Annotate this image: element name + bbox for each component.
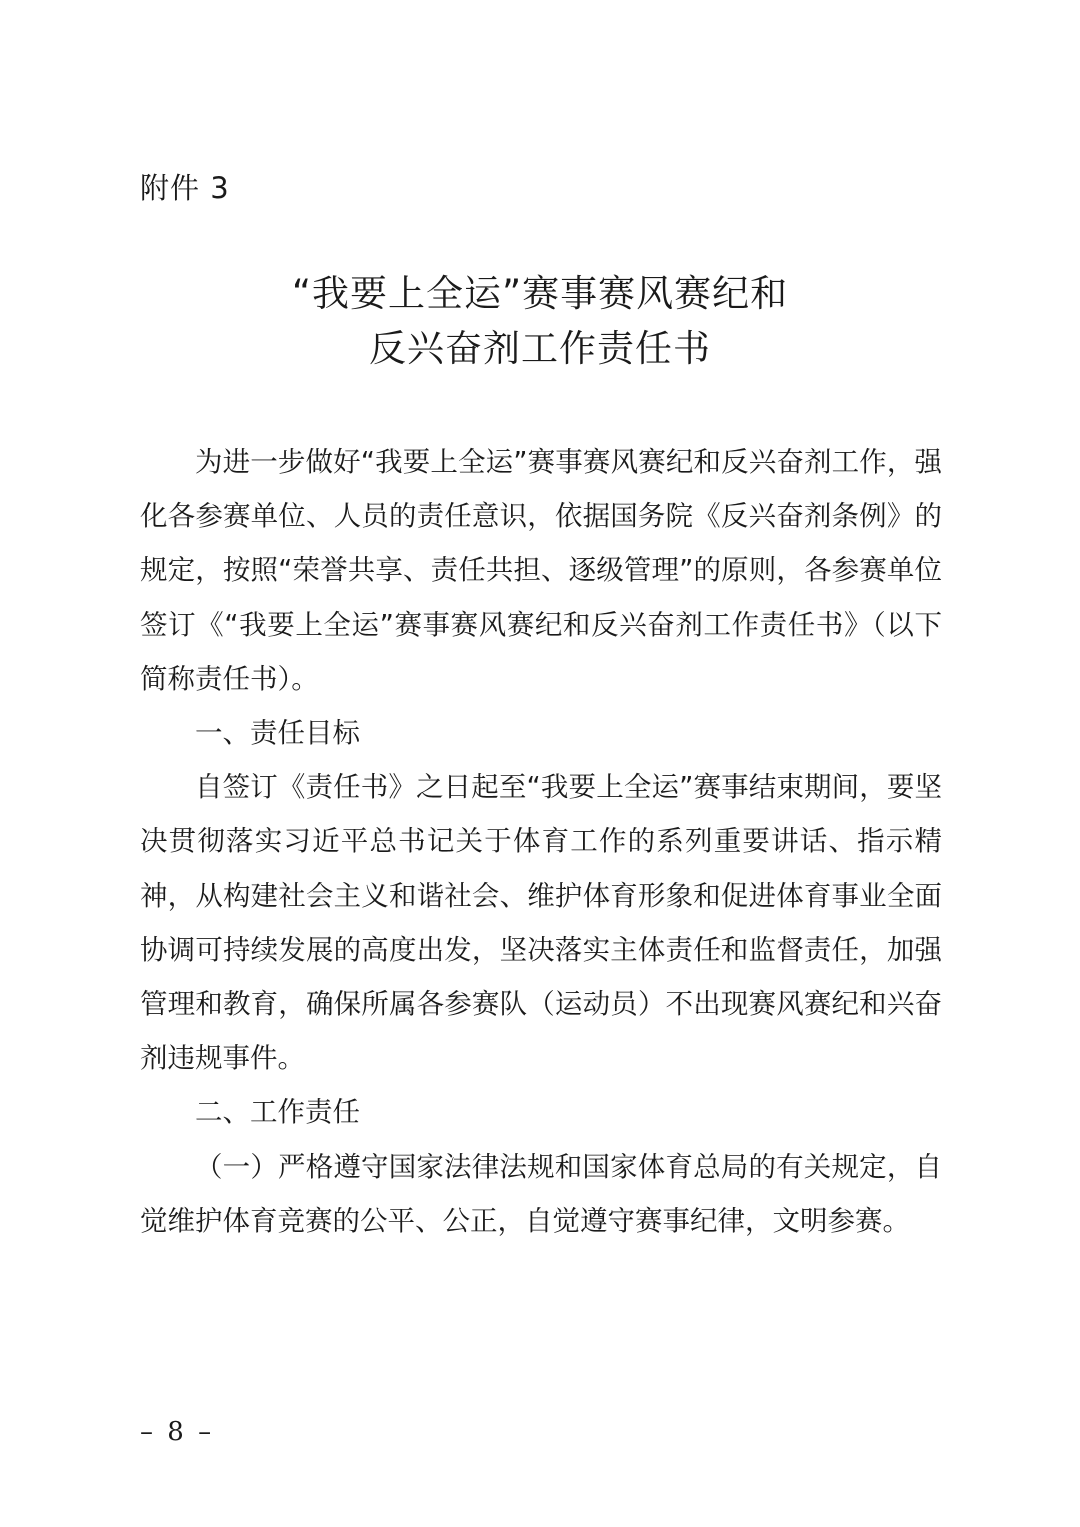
section-heading-goal: 一、责任目标 (195, 717, 360, 750)
document-body (140, 435, 942, 1248)
duty-item-1: （一）严格遵守国家法律法规和国家体育总局的有关规定，自觉维护体育竞赛的公平、公正，自觉遵守赛事纪律，文明参赛。 (140, 1150, 942, 1237)
document-title (0, 266, 1080, 376)
title-line-2: 反兴奋剂工作责任书 (369, 327, 711, 370)
section-heading-duty: 二、工作责任 (195, 1096, 360, 1129)
intro-paragraph: 为进一步做好“我要上全运”赛事赛风赛纪和反兴奋剂工作，强化各参赛单位、人员的责任意识，依据国务院《反兴奋剂条例》的规定，按照“荣誉共享、责任共担、逐级管理”的原则，各参赛单位签订《“我要上全运”赛事赛风赛纪和反兴奋剂工作责任书》（以下简称责任书）。 (140, 446, 942, 695)
attachment-label: 附件 3 (140, 171, 230, 205)
title-line-1: “我要上全运”赛事赛风赛纪和 (291, 272, 789, 315)
page-number: – 8 – (140, 1417, 215, 1447)
goal-paragraph: 自签订《责任书》之日起至“我要上全运”赛事结束期间，要坚决贯彻落实习近平总书记关于体育工作的系列重要讲话、指示精神，从构建社会主义和谐社会、维护体育形象和促进体育事业全面协调可持续发展的高度出发，坚决落实主体责任和监督责任，加强管理和教育，确保所属各参赛队（运动员）不出现赛风赛纪和兴奋剂违规事件。 (140, 771, 942, 1075)
